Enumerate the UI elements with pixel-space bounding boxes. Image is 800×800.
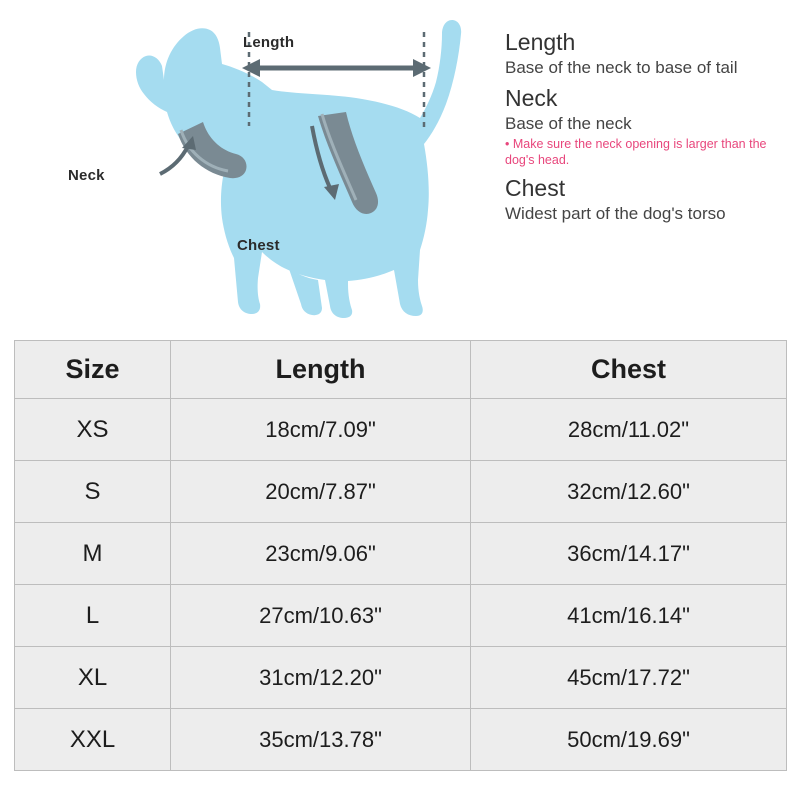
measurement-diagram — [0, 0, 800, 338]
cell-length: 35cm/13.78" — [171, 709, 471, 771]
table-row — [15, 523, 787, 585]
label-chest: Chest — [237, 237, 280, 254]
dog-illustration — [60, 8, 500, 328]
dog-silhouette-icon — [60, 8, 500, 328]
cell-size: M — [15, 523, 171, 585]
legend-description: Widest part of the dog's torso — [505, 204, 726, 223]
label-neck: Neck — [68, 167, 105, 184]
column-header-length: Length — [171, 341, 471, 399]
table-row — [15, 647, 787, 709]
label-length: Length — [243, 34, 295, 51]
table-row — [15, 461, 787, 523]
cell-chest: 28cm/11.02" — [471, 399, 787, 461]
cell-size: XXL — [15, 709, 171, 771]
column-header-chest: Chest — [471, 341, 787, 399]
legend-note: • Make sure the neck opening is larger than the dog's head. — [505, 137, 767, 167]
cell-chest: 50cm/19.69" — [471, 709, 787, 771]
legend-description: Base of the neck to base of tail — [505, 58, 738, 77]
cell-length: 18cm/7.09" — [171, 399, 471, 461]
cell-length: 23cm/9.06" — [171, 523, 471, 585]
legend-title: Length — [505, 29, 576, 55]
legend-title: Neck — [505, 85, 558, 111]
legend-description: Base of the neck — [505, 114, 632, 133]
table-row — [15, 399, 787, 461]
cell-size: XS — [15, 399, 171, 461]
table-row — [15, 585, 787, 647]
column-header-size: Size — [15, 341, 171, 399]
cell-length: 31cm/12.20" — [171, 647, 471, 709]
cell-chest: 36cm/14.17" — [471, 523, 787, 585]
cell-chest: 41cm/16.14" — [471, 585, 787, 647]
cell-length: 27cm/10.63" — [171, 585, 471, 647]
legend-list — [505, 28, 795, 230]
legend-item-chest — [505, 174, 795, 224]
legend-title: Chest — [505, 175, 566, 201]
cell-size: XL — [15, 647, 171, 709]
legend-item-neck — [505, 84, 795, 168]
cell-length: 20cm/7.87" — [171, 461, 471, 523]
cell-size: S — [15, 461, 171, 523]
size-table-container — [14, 340, 786, 771]
legend-item-length — [505, 28, 795, 78]
cell-size: L — [15, 585, 171, 647]
size-table — [14, 340, 787, 771]
cell-chest: 45cm/17.72" — [471, 647, 787, 709]
table-header-row — [15, 341, 787, 399]
cell-chest: 32cm/12.60" — [471, 461, 787, 523]
table-row — [15, 709, 787, 771]
